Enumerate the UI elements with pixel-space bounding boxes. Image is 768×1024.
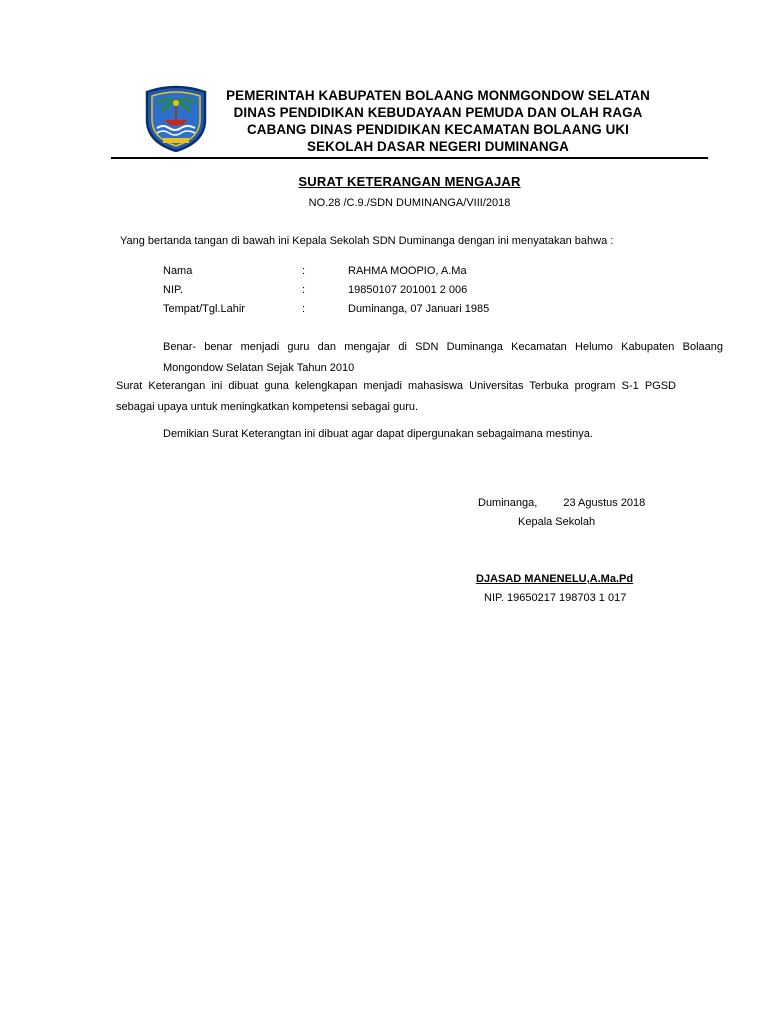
statement-text: Benar- benar menjadi guru dan mengajar di SDN Duminanga Kecamatan Helumo Kabupaten Bolaang Mongondow Selatan Sejak Tahun 2010 [163, 341, 723, 374]
field-value: RAHMA MOOPIO, A.Ma [348, 265, 467, 277]
letterhead-line-school: SEKOLAH DASAR NEGERI DUMINANGA [307, 139, 569, 154]
field-value: Duminanga, 07 Januari 1985 [348, 303, 490, 315]
letterhead-line-branch: CABANG DINAS PENDIDIKAN KECAMATAN BOLAANG UKI [247, 122, 629, 137]
closing-statement: Demikian Surat Keterangtan ini dibuat agar dapat dipergunakan sebagaimana mestinya. [163, 428, 593, 440]
signature-place: Duminanga, [478, 497, 538, 509]
field-label: NIP. [163, 284, 183, 296]
signatory-nip: NIP. 19650217 198703 1 017 [484, 592, 627, 604]
document-title: SURAT KETERANGAN MENGAJAR [298, 174, 521, 189]
purpose-paragraph [116, 376, 676, 418]
signatory-name: DJASAD MANENELU,A.Ma.Pd [476, 573, 634, 585]
signatory-role: Kepala Sekolah [518, 516, 596, 528]
intro-statement: Yang bertanda tangan di bawah ini Kepala Sekolah SDN Duminanga dengan ini menyatakan bahwa : [120, 235, 614, 247]
letterhead-line-government: PEMERINTAH KABUPATEN BOLAANG MONMGONDOW SELATAN [226, 88, 650, 103]
purpose-text: Surat Keterangan ini dibuat guna kelengkapan menjadi mahasiswa Universitas Terbuka program S-1 PGSD sebagai upaya untuk meningkatkan kompetensi sebagai guru. [116, 380, 676, 413]
field-label: Tempat/Tgl.Lahir [163, 303, 245, 315]
letterhead [200, 87, 676, 155]
letterhead-line-department: DINAS PENDIDIKAN KEBUDAYAAN PEMUDA DAN OLAH RAGA [233, 105, 643, 120]
field-colon: : [302, 265, 306, 277]
letterhead-divider [111, 157, 708, 159]
signature-place-date [478, 497, 645, 509]
field-label: Nama [163, 265, 193, 277]
signature-date: 23 Agustus 2018 [563, 497, 646, 509]
statement-paragraph [116, 337, 723, 379]
field-value: 19850107 201001 2 006 [348, 284, 468, 296]
document-number: NO.28 /C.9./SDN DUMINANGA/VIII/2018 [308, 197, 511, 209]
field-colon: : [302, 284, 306, 296]
field-colon: : [302, 303, 306, 315]
